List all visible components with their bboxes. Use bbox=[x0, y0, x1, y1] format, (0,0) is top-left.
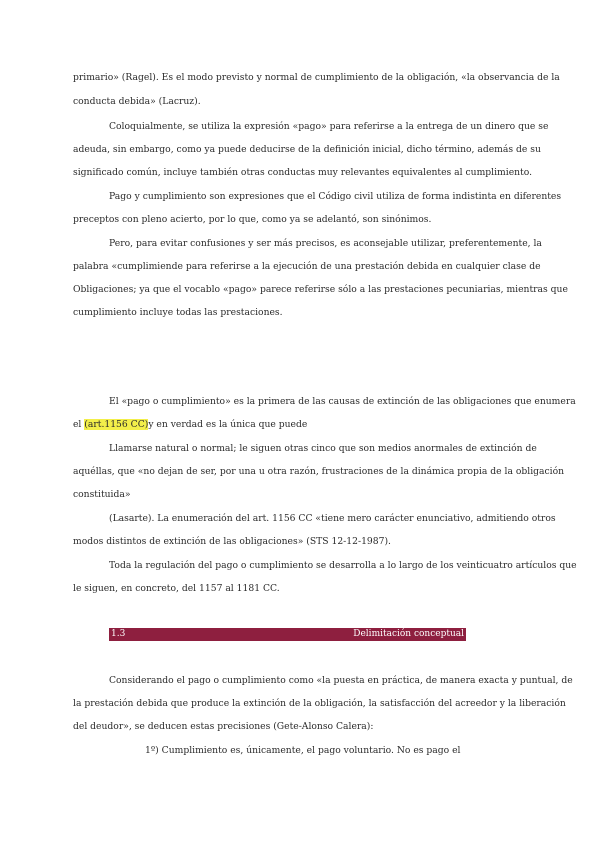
text-line: adeuda, sin embargo, como ya puede deducirse de la definición inicial, dicho término, además de su bbox=[73, 144, 541, 155]
text-line: El «pago o cumplimiento» es la primera de las causas de extinción de las obligaciones que enumera bbox=[109, 396, 576, 407]
text-run: el bbox=[73, 419, 85, 430]
text-line: del deudor», se deducen estas precisiones (Gete-Alonso Calera): bbox=[73, 721, 374, 732]
section-number: 1.3 bbox=[111, 629, 126, 639]
text-line: modos distintos de extinción de las obligaciones» (STS 12-12-1987). bbox=[73, 536, 391, 547]
text-line: le siguen, en concreto, del 1157 al 1181 CC. bbox=[73, 583, 280, 594]
text-line: Obligaciones; ya que el vocablo «pago» parece referirse sólo a las prestaciones pecuniarias, mientras que bbox=[73, 284, 568, 295]
highlighted-reference: (art.1156 CC) bbox=[84, 419, 149, 430]
text-line: Pero, para evitar confusiones y ser más precisos, es aconsejable utilizar, preferentemente, la bbox=[109, 238, 542, 249]
text-line: aquéllas, que «no dejan de ser, por una u otra razón, frustraciones de la dinámica propia de la obligación bbox=[73, 466, 565, 477]
text-run: y en verdad es la única que puede bbox=[148, 419, 308, 430]
text-line: Coloquialmente, se utiliza la expresión «pago» para referirse a la entrega de un dinero que se bbox=[109, 121, 549, 132]
list-item-text: 1º) Cumplimiento es, únicamente, el pago voluntario. No es pago el bbox=[145, 745, 461, 756]
text-line: Llamarse natural o normal; le siguen otras cinco que son medios anormales de extinción de bbox=[109, 443, 537, 454]
section-title: Delimitación conceptual bbox=[353, 629, 464, 639]
text-line: Toda la regulación del pago o cumplimiento se desarrolla a lo largo de los veinticuatro artículos que bbox=[109, 560, 577, 571]
text-line: preceptos con pleno acierto, por lo que, como ya se adelantó, son sinónimos. bbox=[73, 214, 432, 225]
text-line: conducta debida» (Lacruz). bbox=[73, 96, 201, 107]
text-line: constituida» bbox=[73, 489, 131, 500]
text-line: primario» (Ragel). Es el modo previsto y normal de cumplimiento de la obligación, «la observancia de la bbox=[73, 72, 560, 83]
text-line: Considerando el pago o cumplimiento como «la puesta en práctica, de manera exacta y puntual, de bbox=[109, 675, 573, 686]
text-line: palabra «cumplimiende para referirse a la ejecución de una prestación debida en cualquier clase de bbox=[73, 261, 541, 272]
text-line bbox=[73, 419, 307, 431]
section-heading-bar bbox=[109, 628, 466, 641]
text-line: Pago y cumplimiento son expresiones que el Código civil utiliza de forma indistinta en diferentes bbox=[109, 191, 562, 202]
text-line: significado común, incluye también otras conductas muy relevantes equivalentes al cumplimiento. bbox=[73, 167, 533, 178]
text-line: (Lasarte). La enumeración del art. 1156 CC «tiene mero carácter enunciativo, admitiendo otros bbox=[109, 513, 556, 524]
text-line: la prestación debida que produce la extinción de la obligación, la satisfacción del acreedor y la liberación bbox=[73, 698, 566, 709]
text-line: cumplimiento incluye todas las prestaciones. bbox=[73, 307, 283, 318]
